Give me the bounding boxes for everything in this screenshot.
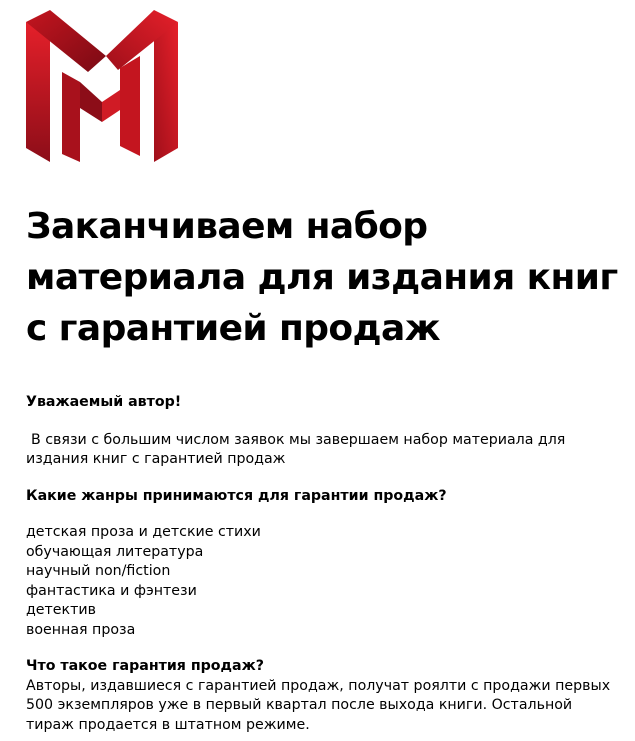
genre-list [26,523,616,640]
article-body [26,393,616,735]
intro-paragraph: В связи с большим числом заявок мы завершаем набор материала для издания книг с гарантией продаж [26,431,566,467]
publisher-logo-icon [26,10,178,164]
greeting: Уважаемый автор! [26,394,182,410]
page-title [26,201,626,354]
genre-item: военная проза [26,621,136,638]
genre-item: детектив [26,602,96,618]
title-line-1: Заканчиваем набор [26,206,428,247]
genre-item: фантастика и фэнтези [26,582,197,599]
genre-item: обучающая литература [26,543,204,560]
title-line-3: с гарантией продаж [26,308,440,349]
guarantee-paragraph: Авторы, издавшиеся с гарантией продаж, получат роялти с продажи первых 500 экземпляров уже в первый квартал после выхода книги. Остальной тираж продается в штатном режиме. [26,677,611,733]
title-line-2: материала для издания книг [26,257,618,298]
genres-heading: Какие жанры принимаются для гарантии продаж? [26,487,447,504]
guarantee-heading: Что такое гарантия продаж? [26,658,264,674]
genre-item: детская проза и детские стихи [26,524,261,540]
genre-item: научный non/fiction [26,563,171,579]
